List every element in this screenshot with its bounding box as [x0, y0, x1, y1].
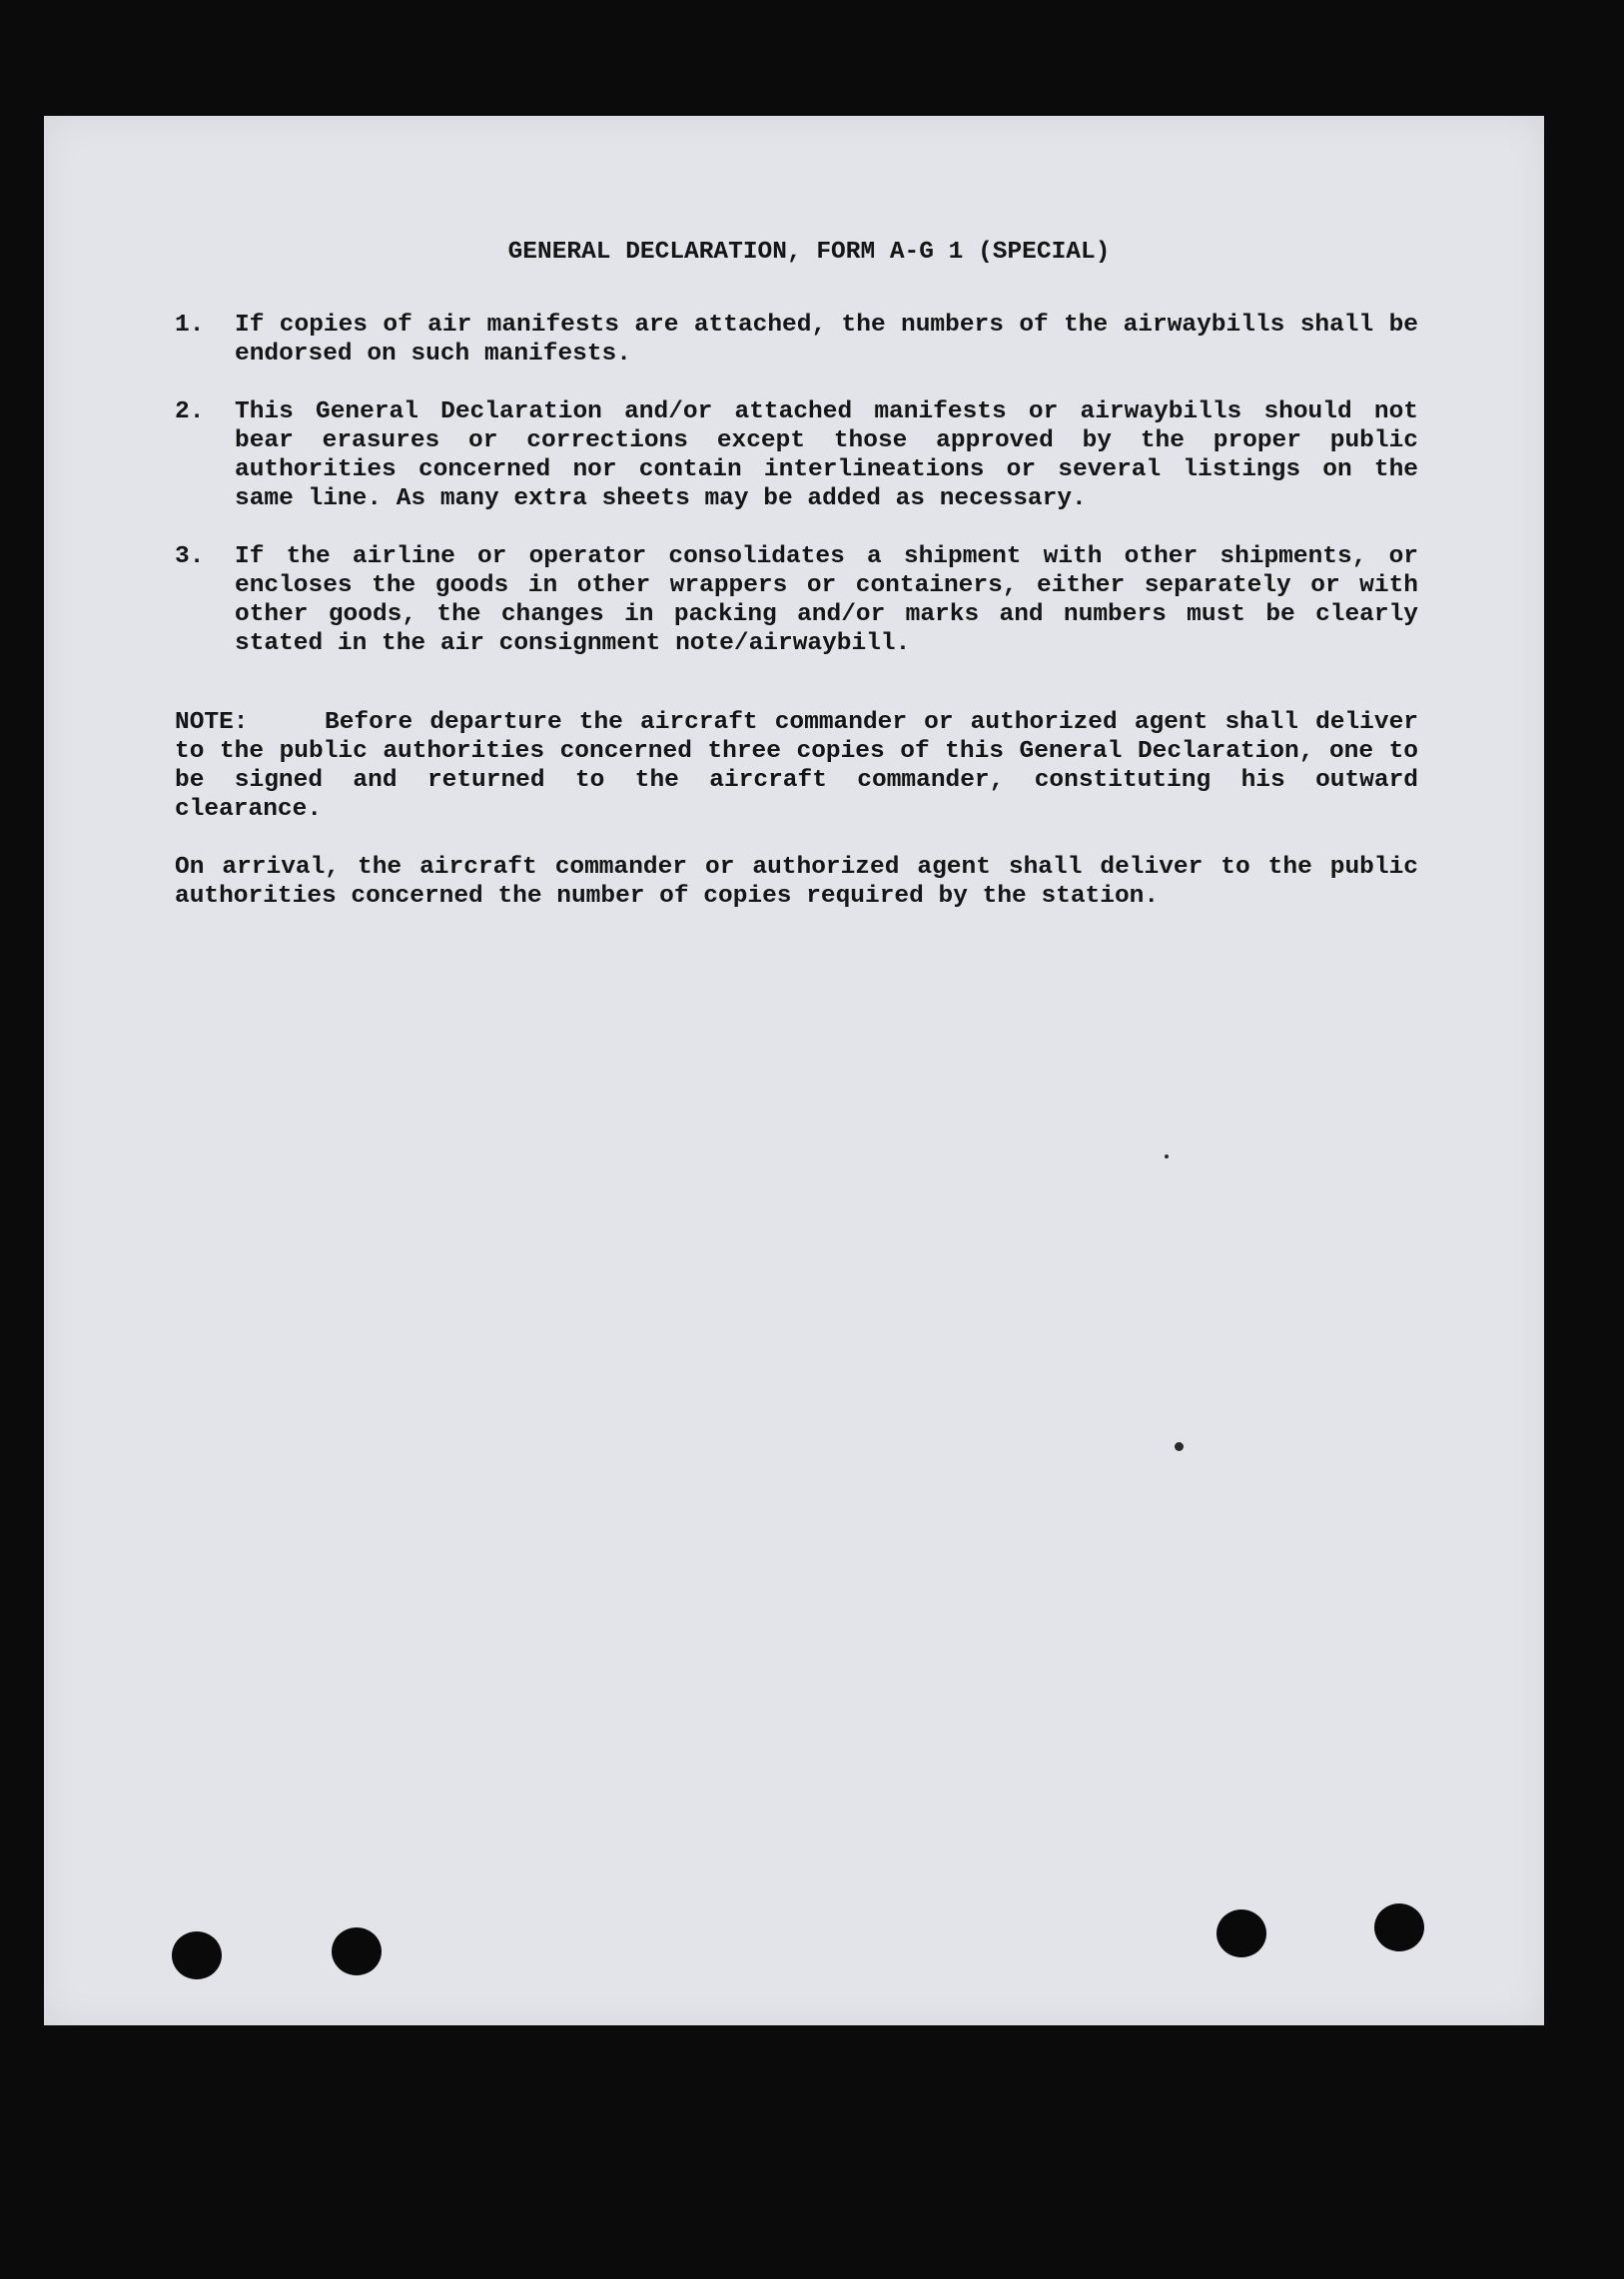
punch-hole	[1374, 1903, 1424, 1951]
punch-hole	[172, 1931, 222, 1979]
list-item	[130, 542, 1428, 658]
punch-hole	[1217, 1909, 1266, 1957]
punch-hole	[332, 1927, 382, 1975]
note-text: Before departure the aircraft commander or authorized agent shall deliver to the public authorities concerned three copies of this General Declaration, one to be signed and returned to the aircraft commander, constituting his outward clearance.	[175, 709, 1418, 823]
item-text: If copies of air manifests are attached, the numbers of the airwaybills shall be endorsed on such manifests.	[235, 312, 1418, 368]
document-title: GENERAL DECLARATION, FORM A-G 1 (SPECIAL)	[507, 239, 1111, 266]
arrival-paragraph: On arrival, the aircraft commander or authorized agent shall deliver to the public authorities concerned the number of copies required by the station.	[175, 854, 1418, 910]
speck-mark	[1165, 1154, 1169, 1158]
item-number: 3.	[175, 543, 205, 570]
speck-mark	[1175, 1442, 1184, 1451]
item-text: If the airline or operator consolidates a shipment with other shipments, or encloses the goods in other wrappers or containers, either separately or with other goods, the changes in packing and/or marks and numbers must be clearly stated in the air consignment note/airwaybill.	[235, 543, 1418, 657]
document-body	[130, 238, 1428, 911]
note-label: NOTE:	[175, 709, 249, 736]
item-text: This General Declaration and/or attached manifests or airwaybills should not bear erasures or corrections except those approved by the proper public authorities concerned nor contain interlineations or several listings on the same line. As many extra sheets may be added as necessary.	[235, 398, 1418, 512]
item-number: 1.	[175, 312, 205, 339]
item-number: 2.	[175, 398, 205, 425]
note-paragraph	[175, 708, 1428, 824]
list-item	[130, 397, 1428, 513]
list-item	[130, 311, 1428, 369]
